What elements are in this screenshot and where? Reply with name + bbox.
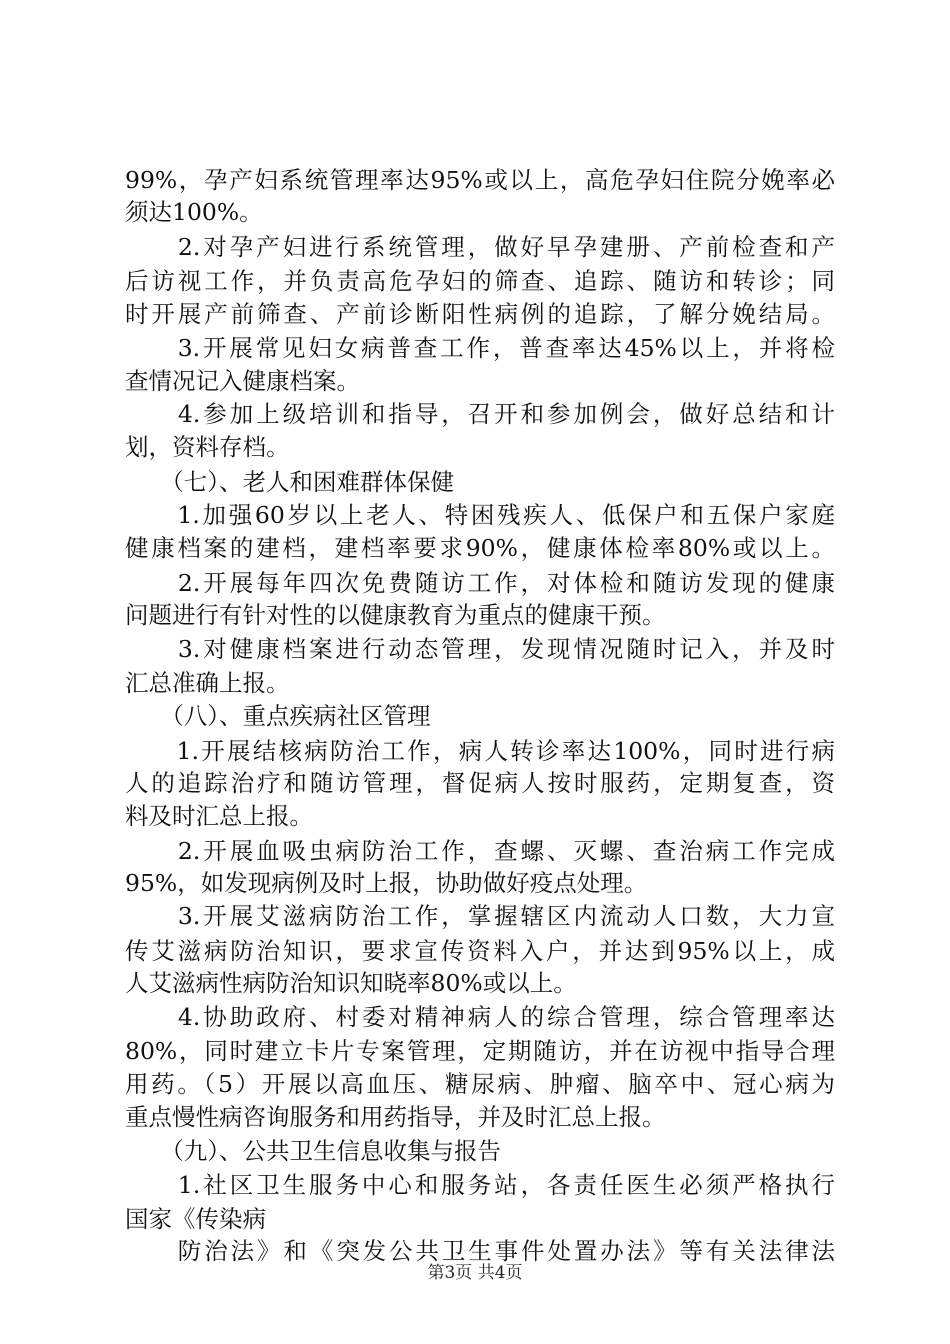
text-line: 1.社区卫生服务中心和服务站，各责任医生必须严格执行 [125,1171,835,1199]
text-line: 国家《传染病 [125,1205,266,1233]
text-line: 划，资料存档。 [125,433,290,461]
text-line: 3.对健康档案进行动态管理，发现情况随时记入，并及时 [125,635,835,663]
text-line: 传艾滋病防治知识，要求宣传资料入户，并达到95%以上，成 [125,937,835,965]
text-line: 2.开展血吸虫病防治工作，查螺、灭螺、查治病工作完成 [125,837,835,865]
text-line: 95%，如发现病例及时上报，协助做好疫点处理。 [125,869,648,897]
text-line: 问题进行有针对性的以健康教育为重点的健康干预。 [125,601,666,629]
text-line: 重点慢性病咨询服务和用药指导，并及时汇总上报。 [125,1103,666,1131]
text-line: 料及时汇总上报。 [125,802,313,830]
text-line: 用药。（5）开展以高血压、糖尿病、肿瘤、脑卒中、冠心病为 [125,1070,835,1098]
text-line: （七）、老人和困难群体保健 [125,468,454,496]
text-line: 时开展产前筛查、产前诊断阳性病例的追踪，了解分娩结局。 [125,300,835,328]
text-line: 4.协助政府、村委对精神病人的综合管理，综合管理率达 [125,1003,835,1031]
text-line: 汇总准确上报。 [125,669,290,697]
text-line: （八）、重点疾病社区管理 [125,702,431,730]
text-line: 99%，孕产妇系统管理率达95%或以上，高危孕妇住院分娩率必 [125,166,835,194]
page-footer: 第3页 共4页 [427,1263,523,1283]
text-line: 1.加强60岁以上老人、特困残疾人、低保户和五保户家庭 [125,501,835,529]
text-line: 防治法》和《突发公共卫生事件处置办法》等有关法律法 [125,1237,835,1265]
text-line: 后访视工作，并负责高危孕妇的筛查、追踪、随访和转诊；同 [125,267,835,295]
text-line: 80%，同时建立卡片专案管理，定期随访，并在访视中指导合理 [125,1037,835,1065]
text-line: 人的追踪治疗和随访管理，督促病人按时服药，定期复查，资 [125,769,835,797]
text-line: 1.开展结核病防治工作，病人转诊率达100%，同时进行病 [125,737,835,765]
text-line: 须达100%。 [125,198,263,226]
text-line: （九）、公共卫生信息收集与报告 [125,1137,501,1165]
text-line: 健康档案的建档，建档率要求90%，健康体检率80%或以上。 [125,534,835,562]
text-line: 3.开展艾滋病防治工作，掌握辖区内流动人口数，大力宣 [125,902,835,930]
text-line: 2.开展每年四次免费随访工作，对体检和随访发现的健康 [125,569,835,597]
text-line: 4.参加上级培训和指导，召开和参加例会，做好总结和计 [125,400,835,428]
text-line: 3.开展常见妇女病普查工作，普查率达45%以上，并将检 [125,334,835,362]
text-line: 2.对孕产妇进行系统管理，做好早孕建册、产前检查和产 [125,233,835,261]
text-line: 人艾滋病性病防治知识知晓率80%或以上。 [125,969,577,997]
text-line: 查情况记入健康档案。 [125,367,360,395]
